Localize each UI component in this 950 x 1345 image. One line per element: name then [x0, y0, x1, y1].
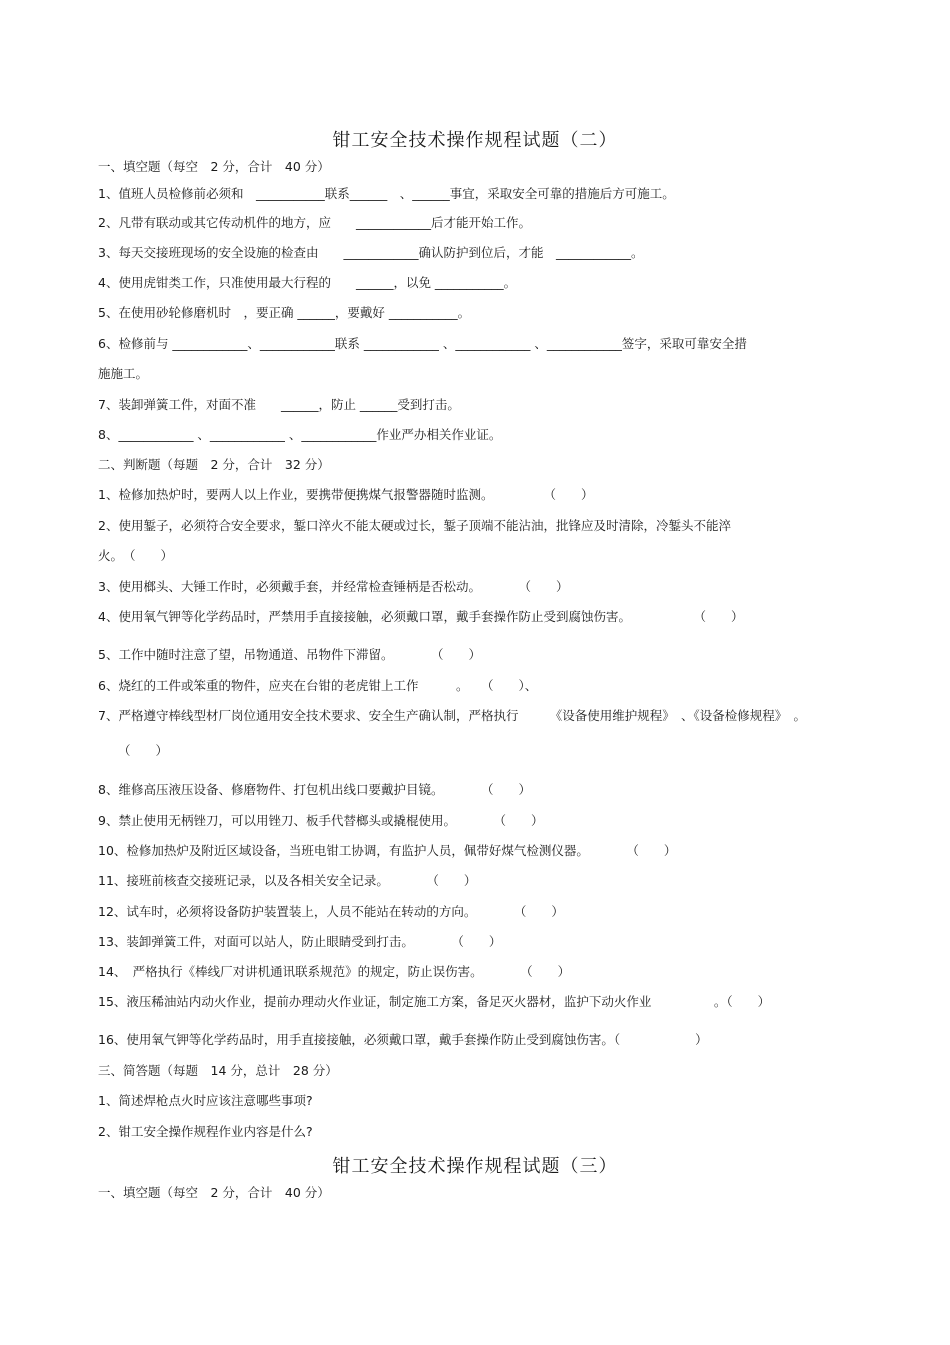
fill-question-7: 7、装卸弹簧工件，对面不准 ______，防止 ______受到打击。 — [98, 397, 460, 412]
section-judge-heading: 二、判断题（每题 2 分，合计 32 分） — [98, 457, 330, 472]
fill-question-8: 8、____________ 、____________ 、____________作业严办相关作业证。 — [98, 427, 502, 442]
judge-question-11: 11、接班前核查交接班记录，以及各相关安全记录。 （ ） — [98, 873, 477, 888]
judge-question-15: 15、液压稀油站内动火作业，提前办理动火作业证，制定施工方案，备足灭火器材，监护下动火作业 。（ ） — [98, 994, 771, 1009]
section-fill-heading: 一、填空题（每空 2 分，合计 40 分） — [98, 159, 330, 174]
short-question-1: 1、简述焊枪点火时应该注意哪些事项? — [98, 1093, 313, 1108]
judge-question-6: 6、烧红的工件或笨重的物件，应夹在台钳的老虎钳上工作 。 （ ）、 — [98, 678, 538, 693]
judge-question-2: 2、使用錾子，必须符合安全要求，錾口淬火不能太硬或过长，錾子顶端不能沾油，批锋应及时清除，冷錾头不能淬 — [98, 518, 731, 533]
judge-question-7: 7、严格遵守棒线型材厂岗位通用安全技术要求、安全生产确认制，严格执行 《设备使用维护规程》 、《设备检修规程》 。 — [98, 708, 806, 723]
fill-question-5: 5、在使用砂轮修磨机时 ，要正确 ______，要戴好 ___________。 — [98, 305, 471, 320]
judge-question-14: 14、 严格执行《棒线厂对讲机通讯联系规范》的规定，防止误伤害。 （ ） — [98, 964, 571, 979]
fill-question-1: 1、值班人员检修前必须和 ___________联系______ 、______事宜，采取安全可靠的措施后方可施工。 — [98, 186, 675, 201]
judge-question-3: 3、使用榔头、大锤工作时，必须戴手套，并经常检查锤柄是否松动。 （ ） — [98, 579, 569, 594]
judge-question-9: 9、禁止使用无柄锉刀，可以用锉刀、板手代替榔头或撬棍使用。 （ ） — [98, 813, 544, 828]
section-short-heading: 三、简答题（每题 14 分，总计 28 分） — [98, 1063, 338, 1078]
short-question-2: 2、钳工安全操作规程作业内容是什么? — [98, 1124, 313, 1139]
judge-question-7-answer: （ ） — [118, 743, 169, 758]
fill-question-3: 3、每天交接班现场的安全设施的检查由 ____________确认防护到位后，才能 ____________。 — [98, 245, 644, 260]
fill-question-6-cont: 施施工。 — [98, 366, 149, 381]
fill-question-2: 2、凡带有联动或其它传动机件的地方，应 ____________后才能开始工作。 — [98, 215, 531, 230]
judge-question-2-cont: 火。 （ ） — [98, 548, 174, 563]
section-fill-heading-3: 一、填空题（每空 2 分，合计 40 分） — [98, 1185, 330, 1200]
judge-question-12: 12、试车时，必须将设备防护装置装上，人员不能站在转动的方向。 （ ） — [98, 904, 564, 919]
exam-title-3: 钳工安全技术操作规程试题（三） — [332, 1156, 618, 1177]
judge-question-10: 10、检修加热炉及附近区域设备，当班电钳工协调，有监护人员，佩带好煤气检测仪器。 （ ） — [98, 843, 677, 858]
fill-question-4: 4、使用虎钳类工作，只准使用最大行程的 ______，以免 ___________。 — [98, 275, 517, 290]
exam-title-2: 钳工安全技术操作规程试题（二） — [332, 130, 618, 151]
judge-question-8: 8、维修高压液压设备、修磨物件、打包机出线口要戴护目镜。 （ ） — [98, 782, 531, 797]
judge-question-13: 13、装卸弹簧工件，对面可以站人，防止眼睛受到打击。 （ ） — [98, 934, 502, 949]
fill-question-6: 6、检修前与 ____________、____________联系 ____________ 、____________ 、____________签字，采取可靠安全措 — [98, 336, 747, 351]
judge-question-16: 16、使用氧气钾等化学药品时，用手直接接触，必须戴口罩，戴手套操作防止受到腐蚀伤害。（ ） — [98, 1032, 708, 1047]
judge-question-5: 5、工作中随时注意了望，吊物通道、吊物件下滞留。 （ ） — [98, 647, 481, 662]
judge-question-1: 1、检修加热炉时，要两人以上作业，要携带便携煤气报警器随时监测。 （ ） — [98, 487, 594, 502]
judge-question-4: 4、使用氧气钾等化学药品时，严禁用手直接接触，必须戴口罩，戴手套操作防止受到腐蚀伤害。 （ ） — [98, 609, 744, 624]
